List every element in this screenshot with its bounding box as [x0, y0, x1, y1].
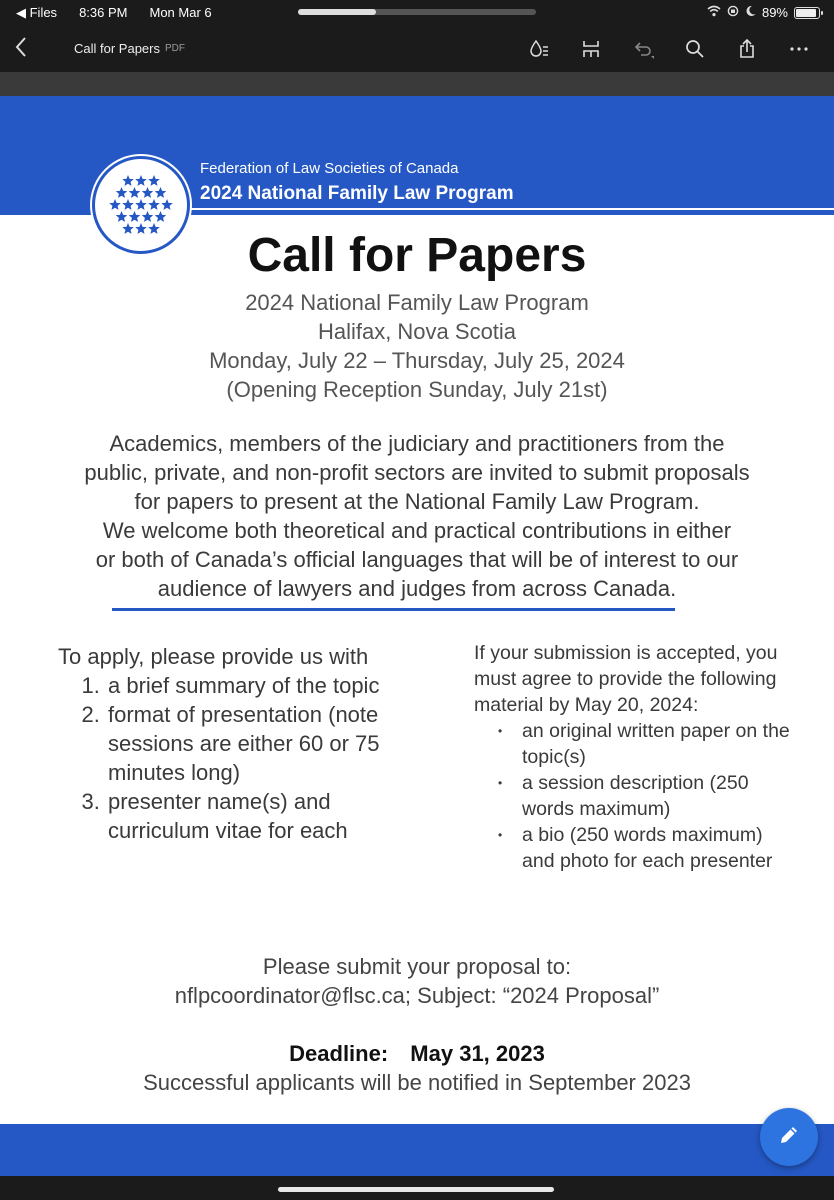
battery-icon	[794, 7, 820, 19]
pdf-page[interactable]	[0, 96, 834, 1176]
wifi-icon	[707, 5, 721, 20]
banner-divider	[185, 208, 834, 210]
accepted-item: • a bio (250 words maximum) and photo for each presenter	[522, 822, 794, 874]
more-icon[interactable]	[778, 34, 820, 64]
share-icon[interactable]	[726, 34, 768, 64]
pencil-icon	[777, 1123, 801, 1152]
page-gutter	[0, 72, 834, 96]
logo-star-icon	[142, 211, 153, 222]
apply-heading: To apply, please provide us with	[58, 644, 369, 669]
logo-star-icon	[155, 187, 166, 198]
moon-icon	[745, 5, 756, 20]
status-bar	[0, 0, 834, 26]
apply-item: 3. presenter name(s) and curriculum vitae for each	[106, 787, 438, 845]
intro-line: Academics, members of the judiciary and practitioners from the	[109, 431, 725, 456]
logo-star-icon	[161, 199, 172, 210]
event-name: 2024 National Family Law Program	[245, 290, 589, 315]
event-reception: (Opening Reception Sunday, July 21st)	[226, 377, 608, 402]
search-icon[interactable]	[674, 34, 716, 64]
event-location: Halifax, Nova Scotia	[317, 319, 517, 344]
logo-star-icon	[129, 187, 140, 198]
accepted-item: • an original written paper on the topic(s)	[522, 718, 794, 770]
logo-star-icon	[135, 175, 146, 186]
logo-star-icon	[142, 187, 153, 198]
apply-item: 1. a brief summary of the topic	[106, 671, 438, 700]
edit-button[interactable]	[760, 1108, 818, 1166]
org-name: Federation of Law Societies of Canada	[200, 160, 459, 177]
status-time: 8:36 PM	[79, 5, 128, 20]
multitasking-grabber[interactable]	[298, 9, 536, 15]
page-title: Call for Papers	[247, 229, 587, 282]
notification-note: Successful applicants will be notified in September 2023	[143, 1070, 691, 1095]
apply-section	[58, 642, 438, 845]
intro-line: We welcome both theoretical and practical contributions in either	[102, 518, 732, 543]
submit-line: Please submit your proposal to:	[262, 954, 572, 979]
deadline-date: May 31, 2023	[410, 1041, 545, 1066]
logo-star-icon	[155, 211, 166, 222]
undo-icon[interactable]	[622, 34, 664, 64]
deadline-label: Deadline:	[289, 1041, 389, 1066]
event-dates: Monday, July 22 – Thursday, July 25, 2024	[209, 348, 625, 373]
logo-star-icon	[116, 187, 127, 198]
back-to-app-link[interactable]: ◀ Files	[16, 5, 58, 20]
document-title: Call for Papers	[74, 41, 160, 56]
logo-star-icon	[122, 175, 133, 186]
logo-star-icon	[129, 211, 140, 222]
intro-line: audience of lawyers and judges from across Canada.	[157, 576, 677, 601]
home-indicator[interactable]	[278, 1187, 554, 1192]
chevron-left-icon[interactable]	[14, 36, 28, 63]
accepted-item: • a session description (250 words maximum)	[522, 770, 794, 822]
orientation-lock-icon	[727, 5, 739, 20]
scan-icon[interactable]	[570, 34, 612, 64]
program-name: 2024 National Family Law Program	[200, 183, 514, 204]
accepted-heading: If your submission is accepted, you must agree to provide the following material by May 20, 2024:	[474, 642, 778, 716]
intro-line: for papers to present at the National Family Law Program.	[134, 489, 700, 514]
logo-star-icon	[148, 175, 159, 186]
accepted-section	[474, 640, 794, 874]
logo-star-icon	[116, 211, 127, 222]
text-adjust-icon[interactable]	[518, 34, 560, 64]
intro-paragraph	[50, 429, 784, 603]
intro-line: or both of Canada’s official languages that will be of interest to our	[95, 547, 739, 572]
footer-banner	[0, 1124, 834, 1176]
battery-percent: 89%	[761, 5, 788, 20]
logo-star-icon	[109, 199, 120, 210]
section-divider	[112, 608, 675, 611]
logo-star-icon	[122, 199, 133, 210]
intro-line: public, private, and non-profit sectors are invited to submit proposals	[84, 460, 750, 485]
file-kind-label: PDF	[165, 43, 185, 54]
deadline	[0, 1041, 834, 1067]
status-date: Mon Mar 6	[149, 5, 212, 20]
apply-item: 2. format of presentation (note sessions are either 60 or 75 minutes long)	[106, 700, 438, 787]
reader-toolbar	[0, 26, 834, 72]
event-details	[0, 288, 834, 404]
submit-email[interactable]: nflpcoordinator@flsc.ca; Subject: “2024 Proposal”	[174, 983, 660, 1008]
logo-star-icon	[135, 199, 146, 210]
logo-star-icon	[148, 199, 159, 210]
submit-info	[0, 952, 834, 1010]
